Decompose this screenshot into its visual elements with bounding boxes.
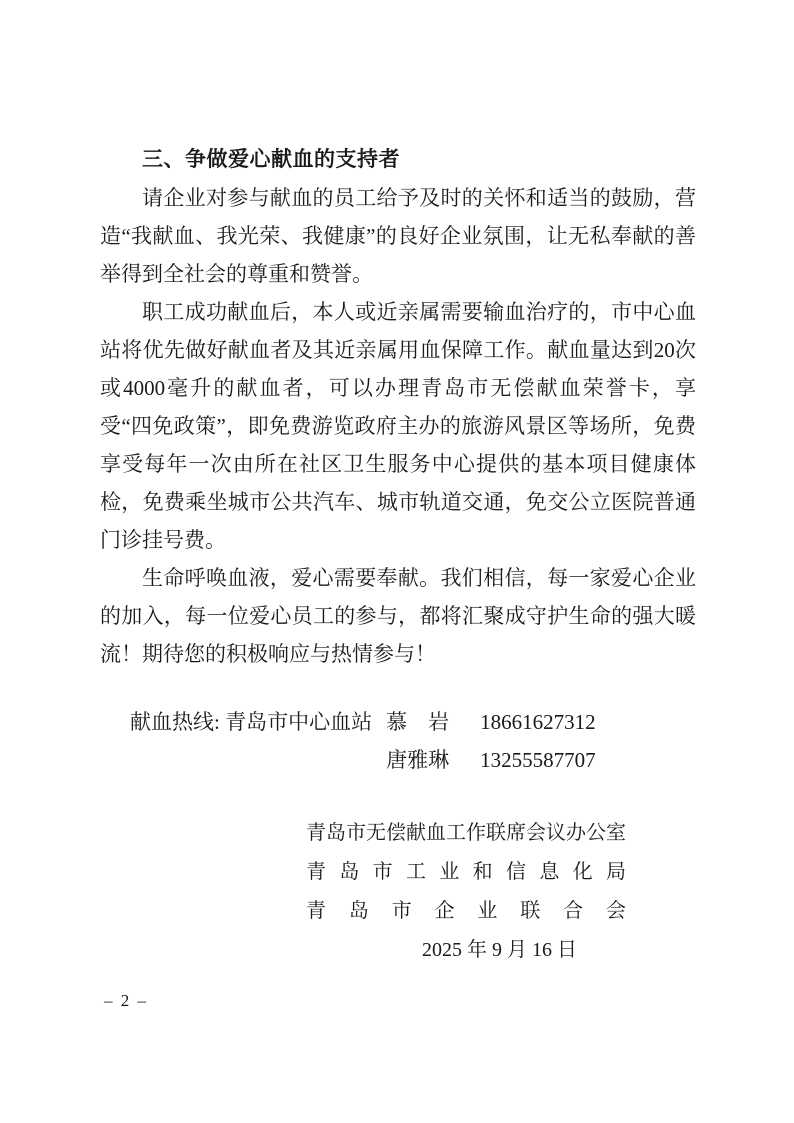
contact-phone: 13255587707 bbox=[480, 748, 596, 772]
contact-name: 慕 岩 bbox=[386, 710, 450, 734]
signature-org: 青岛市企业联合会 bbox=[306, 900, 626, 922]
signature-org: 青岛市无偿献血工作联席会议办公室 bbox=[306, 822, 626, 844]
document-body bbox=[100, 141, 696, 970]
signature-date: 2025 年 9 月 16 日 bbox=[422, 939, 577, 961]
section-heading: 三、争做爱心献血的支持者 bbox=[142, 148, 400, 171]
hotline-label: 献血热线: 青岛市中心血站 bbox=[130, 710, 373, 734]
hotline-spacer bbox=[130, 741, 372, 779]
paragraph-appeal: 生命呼唤血液，爱心需要奉献。我们相信，每一家爱心企业的加入，每一位爱心员工的参与，都将汇聚成守护生命的强大暖流！期待您的积极响应与热情参与！ bbox=[100, 566, 696, 666]
page-number: – 2 – bbox=[104, 991, 148, 1010]
hotline-block bbox=[130, 703, 596, 779]
paragraph-encouragement: 请企业对参与献血的员工给予及时的关怀和适当的鼓励，营造“我献血、我光荣、我健康”的良好企业氛围，让无私奉献的善举得到全社会的尊重和赞誉。 bbox=[100, 186, 696, 286]
contact-name: 唐雅琳 bbox=[386, 748, 450, 772]
paragraph-benefits: 职工成功献血后，本人或近亲属需要输血治疗的，市中心血站将优先做好献血者及其近亲属用血保障工作。献血量达到20次或4000毫升的献血者，可以办理青岛市无偿献血荣誉卡，享受“四免政策”，即免费游览政府主办的旅游风景区等场所，免费享受每年一次由所在社区卫生服务中心提供的基本项目健康体检，免费乘坐城市公共汽车、城市轨道交通，免交公立医院普通门诊挂号费。 bbox=[100, 300, 696, 552]
contact-phone: 18661627312 bbox=[480, 710, 596, 734]
signature-block bbox=[306, 814, 626, 970]
signature-org: 青岛市工业和信息化局 bbox=[306, 861, 626, 883]
